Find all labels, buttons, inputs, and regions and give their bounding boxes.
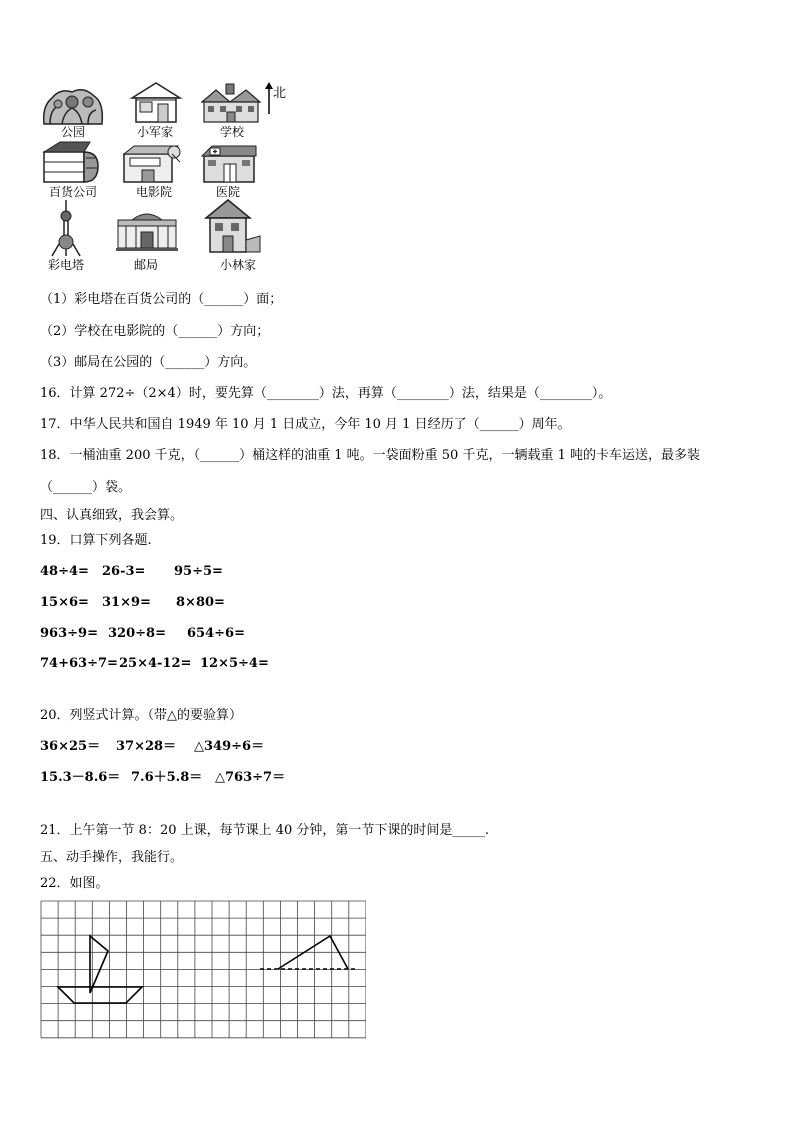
tv-tower-icon xyxy=(46,200,86,258)
q20-item: △763÷7＝ xyxy=(215,770,286,785)
place-label-tv-tower: 彩电塔 xyxy=(47,258,84,272)
school-icon xyxy=(198,80,264,126)
xiaolin-house-icon xyxy=(198,196,264,256)
place-label-hospital: 医院 xyxy=(215,185,240,199)
q19-item: 12×5÷4= xyxy=(200,656,269,671)
q19-item: 15×6= xyxy=(40,595,89,610)
north-label: 北 xyxy=(273,86,287,101)
q22-title: 22．如图。 xyxy=(40,876,109,891)
q19-item: 95÷5= xyxy=(174,564,223,579)
place-label-post-office: 邮局 xyxy=(133,258,158,272)
q20-item: 37×28＝ xyxy=(116,739,177,754)
q17: 17．中华人民共和国自 1949 年 10 月 1 日成立，今年 10 月 1 日经历了（______）周年。 xyxy=(40,417,571,432)
q16: 16．计算 272÷（2×4）时，要先算（________）法，再算（________）法，结果是（________）。 xyxy=(40,386,612,401)
place-label-department-store: 百货公司 xyxy=(48,185,97,199)
q19-item: 654÷6= xyxy=(187,626,245,641)
hospital-icon xyxy=(200,142,258,184)
q19-item: 25×4-12= xyxy=(119,656,192,671)
section5-heading: 五、动手操作，我能行。 xyxy=(40,850,184,865)
cinema-icon xyxy=(120,142,184,184)
place-label-school: 学校 xyxy=(219,125,244,139)
q19-title: 19．口算下列各题. xyxy=(40,533,152,548)
q19-item: 26-3= xyxy=(102,564,146,579)
q15-sub3: （3）邮局在公园的（______）方向。 xyxy=(40,355,257,370)
grid-figure xyxy=(40,900,366,1046)
q19-item: 963÷9= xyxy=(40,626,98,641)
q15-sub1: （1）彩电塔在百货公司的（______）面； xyxy=(40,292,283,307)
house-icon xyxy=(128,80,184,124)
place-label-cinema: 电影院 xyxy=(135,185,172,199)
park-icon xyxy=(38,84,108,128)
q18-line1: 18．一桶油重 200 千克，（______）桶这样的油重 1 吨。一袋面粉重 50 千克，一辆载重 1 吨的卡车运送，最多装 xyxy=(40,448,700,463)
q20-item: 7.6＋5.8＝ xyxy=(131,770,203,785)
section4-heading: 四、认真细致，我会算。 xyxy=(40,508,184,523)
q19-item: 48÷4= xyxy=(40,564,89,579)
q18-line2: （______）袋。 xyxy=(40,480,132,495)
post-office-icon xyxy=(114,208,180,252)
boat-hull xyxy=(58,987,142,1003)
q20-title: 20．列竖式计算。（带△的要验算） xyxy=(40,708,243,723)
department-store-icon xyxy=(40,138,102,184)
q15-sub2: （2）学校在电影院的（______）方向； xyxy=(40,324,270,339)
q20-item: 36×25＝ xyxy=(40,739,101,754)
place-label-xiaolin-house: 小林家 xyxy=(219,258,256,272)
q20-item: △349÷6＝ xyxy=(194,739,265,754)
q21: 21．上午第一节 8：20 上课，每节课上 40 分钟，第一节下课的时间是_____. xyxy=(40,823,490,838)
q20-item: 15.3－8.6＝ xyxy=(40,770,121,785)
q19-item: 31×9= xyxy=(102,595,151,610)
q19-item: 74+63÷7= xyxy=(40,656,118,671)
q19-item: 320÷8= xyxy=(108,626,166,641)
q19-item: 8×80= xyxy=(176,595,225,610)
place-label-house: 小军家 xyxy=(136,125,173,139)
place-label-park: 公园 xyxy=(60,125,85,139)
